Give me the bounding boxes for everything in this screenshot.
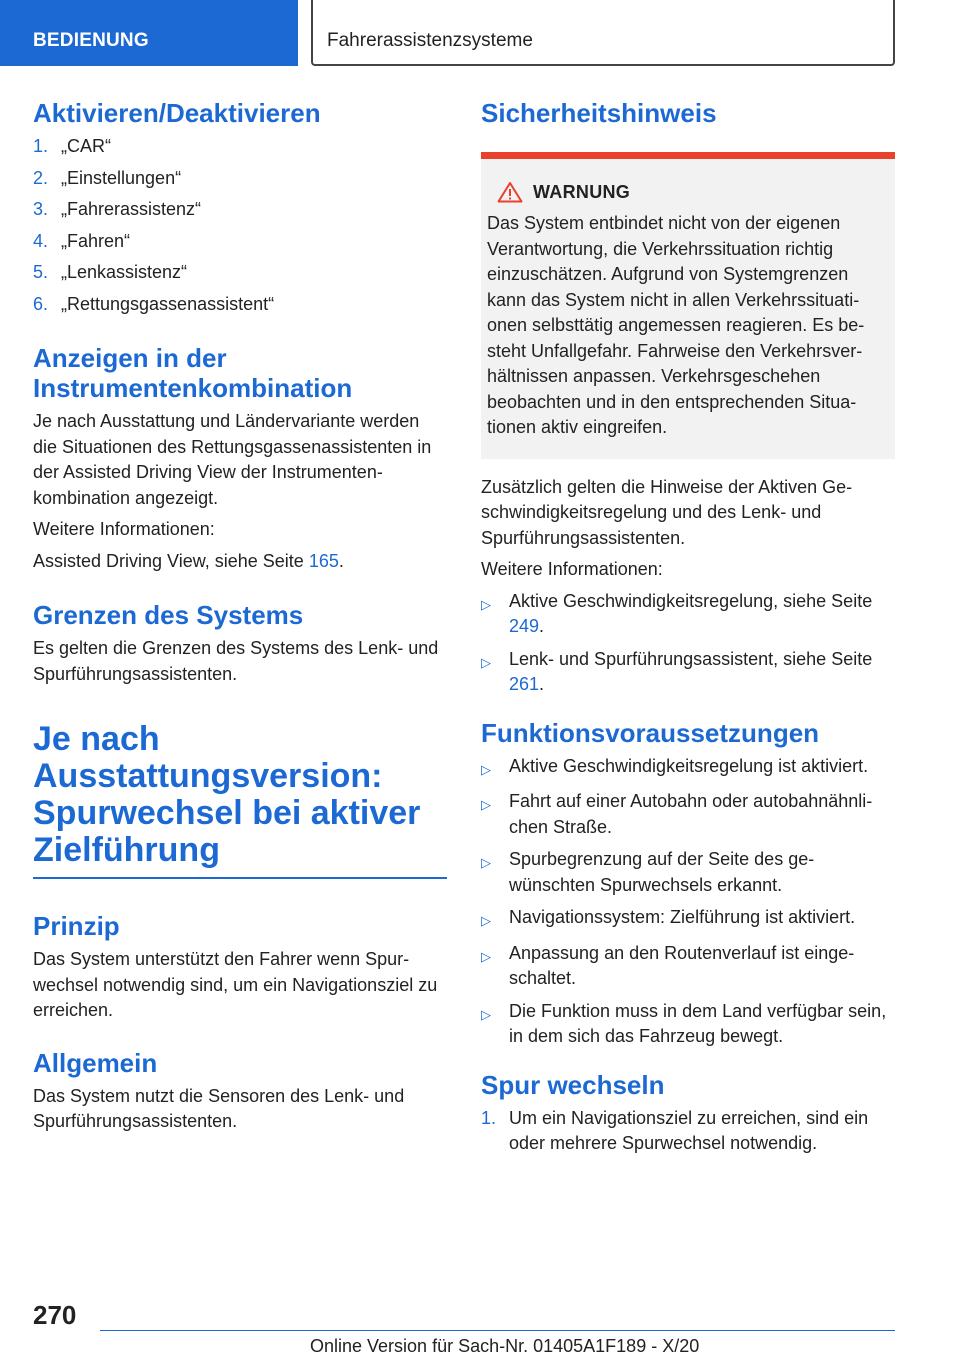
general-text: Das System nutzt die Sensoren des Lenk- und Spurführungsassistenten. <box>33 1085 405 1131</box>
list-item-text: Navigationssystem: Zielführung ist aktiviert. <box>509 907 856 927</box>
principle-heading: Prinzip <box>33 911 120 941</box>
step-text: „Lenkassistenz“ <box>61 262 188 282</box>
list-item <box>481 847 895 898</box>
step-number: 4. <box>33 230 49 251</box>
general-heading: Allgemein <box>33 1047 158 1078</box>
warning-label: WARNUNG <box>533 181 631 202</box>
list-item-text: Anpassung an den Routenverlauf ist einge-schaltet. <box>509 942 855 988</box>
list-item <box>33 260 447 286</box>
list-item <box>33 134 447 160</box>
reference-text: Aktive Geschwindigkeitsregelung, siehe Seite <box>509 590 873 611</box>
footer-online-version: Online Version für Sach-Nr. 01405A1F189 - X/20 <box>310 1336 700 1356</box>
reference-end: . <box>338 550 344 571</box>
list-item-text <box>509 589 895 640</box>
principle-text: Das System unterstützt den Fahrer wenn Spur-wechsel notwendig sind, um ein Navigationsziel zu erreichen. <box>33 949 438 1020</box>
safety-heading: Sicherheitshinweis <box>481 98 717 128</box>
step-number: 5. <box>33 262 49 282</box>
main-heading: Je nach Ausstattungsversion: Spurwechsel bei aktiver Zielführung <box>33 720 421 869</box>
step-text: Um ein Navigationsziel zu erreichen, sind ein oder mehrere Spurwechsel notwendig. <box>509 1107 869 1153</box>
limits-text: Es gelten die Grenzen des Systems des Lenk- und Spurführungsassistenten. <box>33 638 439 684</box>
triangle-right-outline-icon: ▷ <box>481 761 491 777</box>
step-number: 3. <box>33 199 49 219</box>
list-item <box>481 647 895 698</box>
list-item-text: Spurbegrenzung auf der Seite des ge-wünschten Spurwechsels erkannt. <box>509 849 815 895</box>
list-item <box>33 166 447 192</box>
step-number: 2. <box>33 167 49 188</box>
list-item <box>481 789 895 840</box>
display-heading: Anzeigen in der Instrumentenkombination <box>33 343 353 403</box>
list-item <box>481 999 895 1050</box>
chapter-title: Fahrerassistenzsysteme <box>311 0 895 66</box>
reference-text: Lenk- und Spurführungsassistent, siehe Seite <box>509 648 873 669</box>
list-item <box>33 292 447 318</box>
warning-header <box>487 181 889 203</box>
activate-heading: Aktivieren/Deaktivieren <box>33 98 321 128</box>
activate-steps <box>33 134 447 317</box>
step-number: 6. <box>33 293 49 314</box>
step-number: 1. <box>33 136 49 156</box>
triangle-right-outline-icon: ▷ <box>481 654 491 670</box>
section-tab: BEDIENUNG <box>0 0 298 66</box>
list-item <box>33 197 447 223</box>
triangle-right-outline-icon: ▷ <box>481 596 491 612</box>
footer-divider <box>100 1330 895 1331</box>
list-item <box>33 229 447 255</box>
triangle-right-outline-icon: ▷ <box>481 1006 491 1022</box>
safety-more-info: Weitere Informationen: <box>481 559 663 579</box>
list-item <box>481 754 895 783</box>
right-column <box>481 98 895 1163</box>
display-reference <box>33 549 447 575</box>
list-item <box>481 905 895 934</box>
triangle-right-outline-icon: ▷ <box>481 948 491 964</box>
list-item-text: Fahrt auf einer Autobahn oder autobahnähnli-chen Straße. <box>509 791 873 837</box>
warning-box <box>481 152 895 459</box>
step-text: „CAR“ <box>61 136 111 156</box>
limits-heading: Grenzen des Systems <box>33 600 304 630</box>
step-text: „Einstellungen“ <box>61 167 182 188</box>
step-text: „Rettungsgassenassistent“ <box>61 293 275 314</box>
list-item <box>481 941 895 992</box>
warning-text: Das System entbindet nicht von der eigenen Verantwortung, die Verkehrssituation richtig einzuschätzen. Aufgrund von Systemgrenzen kann das System nicht in allen Verkehrssituati-onen selbsttätig angemessen reagieren. Es be-steht Unfallgefahr. Fahrweise den Verkehrsver-hältnissen anpassen. Verkehrsgeschehen beobachten und in den entsprechenden Situa-tionen aktiv eingreifen. <box>487 213 865 437</box>
safety-references <box>481 589 895 698</box>
list-item-text <box>509 647 895 698</box>
page-link-165[interactable]: 165 <box>308 550 339 571</box>
requirements-heading: Funktionsvoraussetzungen <box>481 717 820 748</box>
list-item <box>481 589 895 640</box>
list-item <box>481 1106 895 1157</box>
triangle-right-outline-icon: ▷ <box>481 855 491 870</box>
reference-end: . <box>539 674 545 694</box>
main-heading-block <box>33 721 447 879</box>
reference-end: . <box>539 616 545 636</box>
page-link-261[interactable]: 261 <box>509 674 540 694</box>
triangle-right-outline-icon: ▷ <box>481 913 491 928</box>
list-item-text: Aktive Geschwindigkeitsregelung ist aktiviert. <box>509 755 869 776</box>
step-text: „Fahrerassistenz“ <box>61 199 202 219</box>
change-lane-heading: Spur wechseln <box>481 1069 665 1100</box>
list-item-text: Die Funktion muss in dem Land verfügbar sein, in dem sich das Fahrzeug bewegt. <box>509 1000 887 1046</box>
warning-triangle-icon <box>487 181 533 203</box>
requirements-list <box>481 754 895 1050</box>
additional-text: Zusätzlich gelten die Hinweise der Aktiven Ge-schwindigkeitsregelung und des Lenk- und Spurführungsassistenten. <box>481 476 853 548</box>
reference-text: Assisted Driving View, siehe Seite <box>33 550 309 571</box>
step-number: 1. <box>481 1107 497 1128</box>
step-text: „Fahren“ <box>61 230 131 251</box>
triangle-right-outline-icon: ▷ <box>481 797 491 812</box>
page-header <box>0 0 960 66</box>
display-more-info: Weitere Informationen: <box>33 519 215 539</box>
left-column <box>33 98 447 1141</box>
page-link-249[interactable]: 249 <box>509 616 540 636</box>
change-lane-steps <box>481 1106 895 1157</box>
display-text: Je nach Ausstattung und Ländervariante werden die Situationen des Rettungsgassenassistenten in der Assisted Driving View der Instrumenten-kombination angezeigt. <box>33 411 432 508</box>
page-number: 270 <box>33 1300 77 1330</box>
